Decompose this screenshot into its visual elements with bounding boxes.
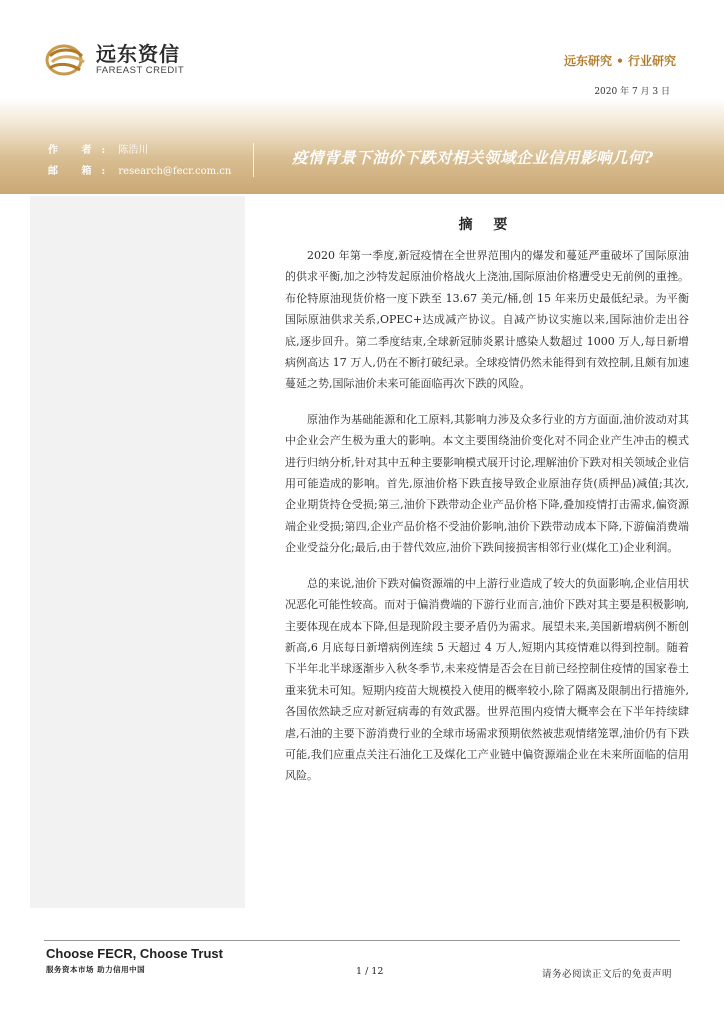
report-series: 远东研究 • 行业研究 <box>563 54 676 68</box>
header-divider <box>253 143 254 177</box>
footer-slogan-sub: 服务资本市场 助力信用中国 <box>46 965 146 974</box>
abstract-section <box>285 214 689 801</box>
footer-slogan: Choose FECR, Choose Trust <box>46 946 223 961</box>
author-name: 陈浩川 <box>118 145 149 156</box>
report-title: 疫情背景下油价下跌对相关领域企业信用影响几何? <box>292 148 654 167</box>
abstract-paragraph: 原油作为基础能源和化工原料,其影响力涉及众多行业的方方面面,油价波动对其中企业会产生极为重大的影响。本文主要围绕油价变化对不同企业产生冲击的模式进行归纳分析,针对其中五种主要影响模式展开讨论,理解油价下跌对相关领域企业信用可能造成的影响。首先,原油价格下跌直接导致企业原油存货(质押品)减值;其次,企业期货持仓受损;第三,油价下跌带动企业产品价格下降,叠加疫情打击需求,偏资源端企业受损;第四,企业产品价格不受油价影响,油价下跌带动成本下降,下游偏消费端企业受益分化;最后,由于替代效应,油价下跌间接损害相邻行业(煤化工)企业利润。 <box>285 412 689 555</box>
fareast-logo-icon <box>44 42 88 78</box>
logo-en-text: FAREAST CREDIT <box>96 65 185 76</box>
email-label: 邮 箱: <box>48 166 116 177</box>
author-line <box>48 141 148 156</box>
abstract-heading: 摘 要 <box>458 217 516 233</box>
company-logo <box>44 40 184 80</box>
email-line <box>48 162 231 177</box>
footer-disclaimer[interactable]: 请务必阅读正文后的免责声明 <box>541 969 672 980</box>
email-address[interactable]: research@fecr.com.cn <box>118 166 232 177</box>
logo-cn-text: 远东资信 <box>96 42 180 66</box>
author-label: 作 者: <box>48 145 116 156</box>
report-date: 2020 年 7 月 3 日 <box>594 87 670 97</box>
abstract-paragraph: 总的来说,油价下跌对偏资源端的中上游行业造成了较大的负面影响,企业信用状况恶化可能性较高。而对于偏消费端的下游行业而言,油价下跌对其主要是积极影响,主要体现在成本下降,但是现阶段主要矛盾仍为需求。展望未来,美国新增病例不断创新高,6 月底每日新增病例连续 5 天超过 4 万人,短期内其疫情难以得到控制。随着下半年北半球逐渐步入秋冬季节,未来疫情是否会在目前已经控制住疫情的国家卷土重来犹未可知。短期内疫苗大规模投入使用的概率较小,除了隔离及限制出行措施外,各国依然缺乏应对新冠病毒的有效武器。世界范围内疫情大概率会在下半年持续肆虐,石油的主要下游消费行业的全球市场需求预期依然被悲观情绪笼罩,油价仍有下跌可能,我们应重点关注石油化工及煤化工产业链中偏资源端企业在未来所面临的信用风险。 <box>285 576 689 783</box>
page-number: 1 / 12 <box>356 966 384 977</box>
sidebar-panel <box>30 196 245 908</box>
abstract-paragraph: 2020 年第一季度,新冠疫情在全世界范围内的爆发和蔓延严重破坏了国际原油的供求平衡,加之沙特发起原油价格战火上浇油,国际原油价格遭受史无前例的重挫。布伦特原油现货价格一度下跌至 13.67 美元/桶,创 15 年来历史最低纪录。为平衡国际原油供求关系,OPEC+达成减产协议。自减产协议实施以来,国际油价走出谷底,逐步回升。第二季度结束,全球新冠肺炎累计感染人数超过 1000 万人,每日新增病例高达 17 万人,仍在不断打破纪录。全球疫情仍然未能得到有效控制,且颇有加速蔓延之势,国际油价未来可能面临再次下跌的风险。 <box>285 249 689 391</box>
footer-divider <box>44 940 680 941</box>
